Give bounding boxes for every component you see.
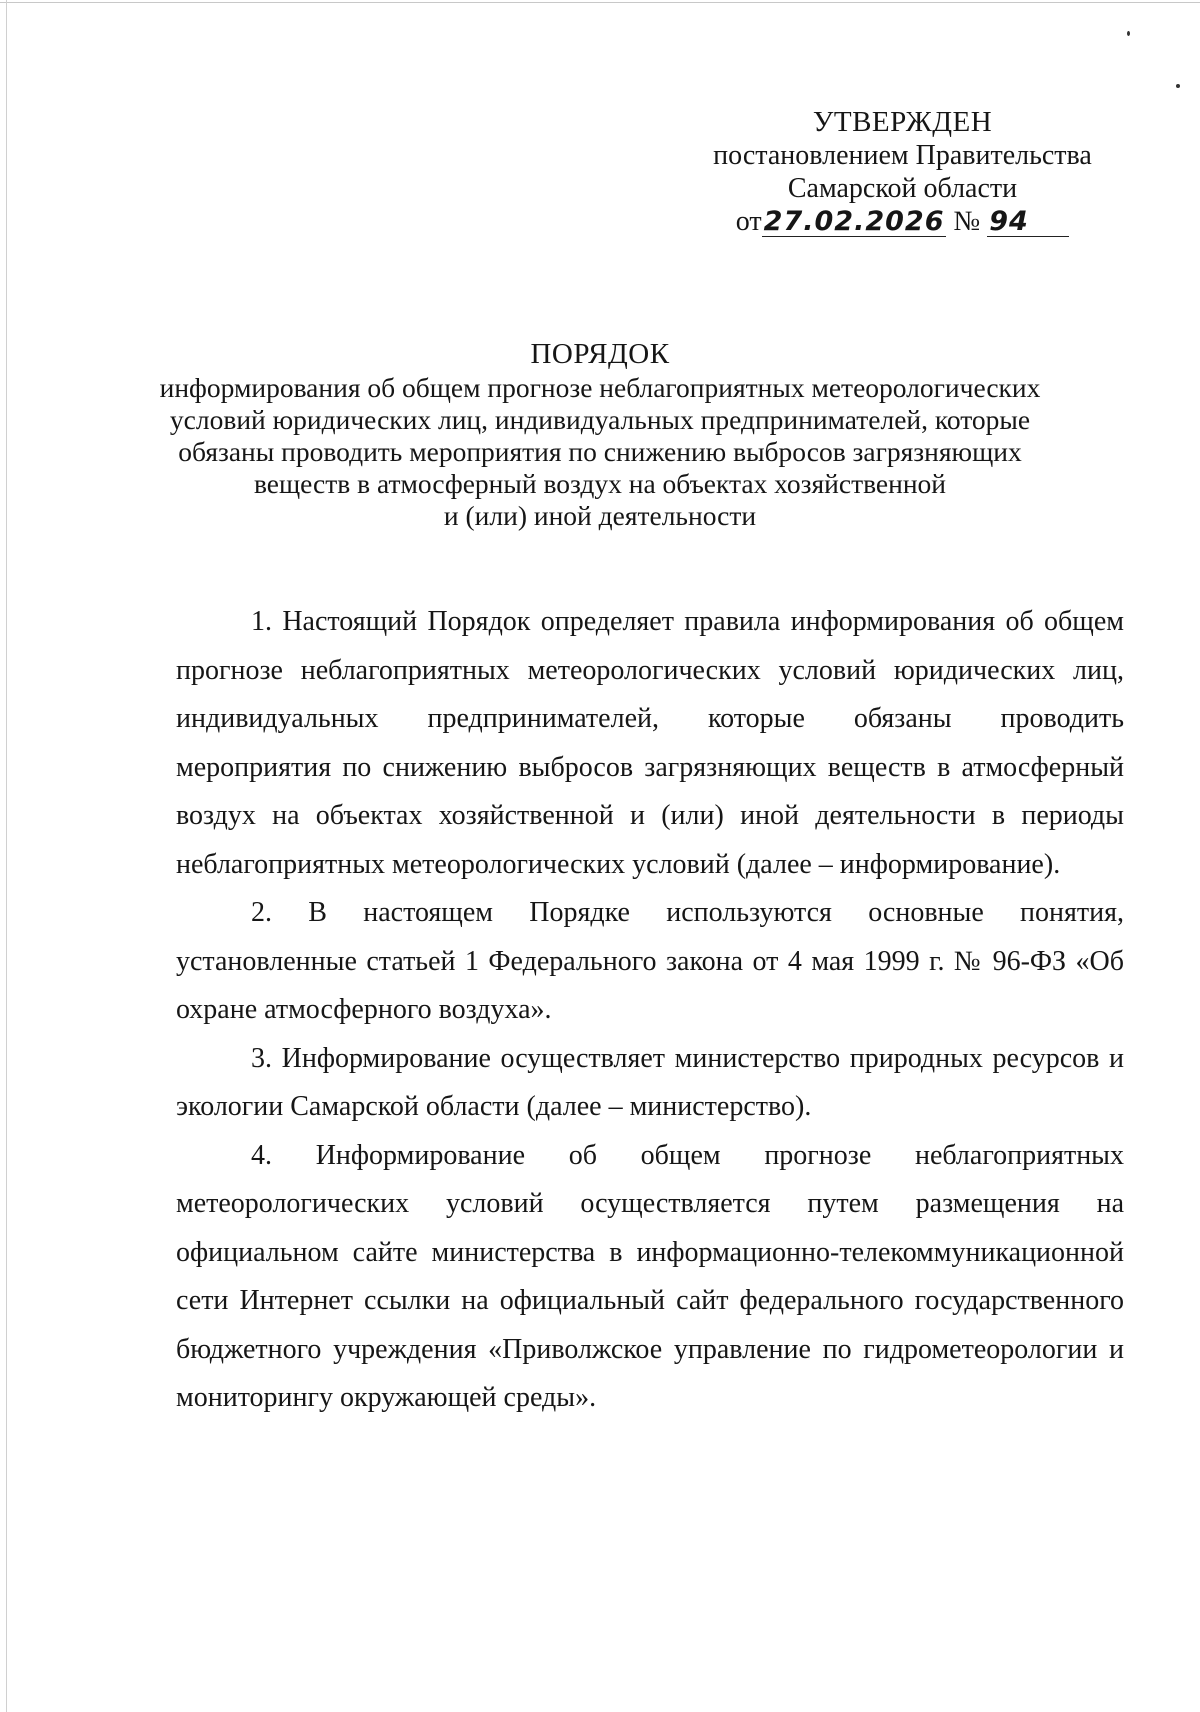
paragraph-2 <box>176 889 1124 1035</box>
paragraph-line: экологии Самарской области (далее – министерство). <box>176 1091 812 1122</box>
paragraph-3 <box>176 1035 1124 1132</box>
subtitle-line: условий юридических лиц, индивидуальных предпринимателей, которые <box>169 404 1031 435</box>
subtitle-line: и (или) иной деятельности <box>443 500 757 531</box>
subtitle-line: веществ в атмосферный воздух на объектах хозяйственной <box>253 468 947 499</box>
paragraph-line: 3. Информирование осуществляет министерство природных ресурсов и <box>251 1042 1124 1074</box>
paragraph-line: неблагоприятных метеорологических условий (далее – информирование). <box>176 848 1061 880</box>
subtitle-line: информирования об общем прогнозе неблагоприятных метеорологических <box>159 372 1041 403</box>
paragraph-line: охране атмосферного воздуха». <box>176 994 552 1025</box>
paragraph-line: 2. В настоящем Порядке используются основные понятия, <box>251 897 1124 928</box>
scan-speck <box>1127 31 1130 36</box>
scan-edge-top <box>0 2 1200 3</box>
number-sign: № <box>953 206 981 237</box>
paragraph-line: воздух на объектах хозяйственной и (или) иной деятельности в периоды <box>176 800 1124 831</box>
scan-speck <box>1176 84 1180 88</box>
paragraph-line: 1. Настоящий Порядок определяет правила информирования об общем <box>251 606 1124 637</box>
paragraph-line: официальном сайте министерства в информационно-телекоммуникационной <box>176 1236 1124 1268</box>
date-prefix: от <box>735 206 762 237</box>
document-subtitle <box>150 372 1050 532</box>
paragraph-line: метеорологических условий осуществляется путем размещения на <box>176 1188 1124 1219</box>
paragraph-1 <box>176 598 1124 889</box>
approval-title: УТВЕРЖДЕН <box>812 106 993 138</box>
approval-line-region: Самарской области <box>787 173 1018 204</box>
paragraph-line: сети Интернет ссылки на официальный сайт федерального государственного <box>176 1285 1124 1316</box>
approval-line-decree: постановлением Правительства <box>713 140 1092 171</box>
document-title: ПОРЯДОК <box>530 338 670 370</box>
paragraph-line: прогнозе неблагоприятных метеорологических условий юридических лиц, <box>176 654 1124 686</box>
paragraph-line: бюджетного учреждения «Приволжское управление по гидрометеорологии и <box>176 1333 1124 1365</box>
paragraph-line: мероприятия по снижению выбросов загрязняющих веществ в атмосферный <box>176 751 1124 783</box>
paragraph-4 <box>176 1132 1124 1423</box>
handwritten-date: 27.02.2026 <box>763 206 945 237</box>
document-body <box>176 598 1124 1423</box>
subtitle-line: обязаны проводить мероприятия по снижению выбросов загрязняющих <box>178 436 1022 467</box>
paragraph-line: мониторингу окружающей среды». <box>176 1382 597 1413</box>
scan-edge-left <box>6 0 7 1712</box>
paragraph-line: установленные статьей 1 Федерального закона от 4 мая 1999 г. № 96-ФЗ «Об <box>176 945 1124 977</box>
paragraph-line: индивидуальных предпринимателей, которые обязаны проводить <box>176 703 1124 734</box>
paragraph-line: 4. Информирование об общем прогнозе неблагоприятных <box>251 1139 1124 1171</box>
approval-block <box>680 106 1125 238</box>
handwritten-number: 94 <box>987 208 1069 237</box>
approval-date-line <box>736 205 1069 238</box>
